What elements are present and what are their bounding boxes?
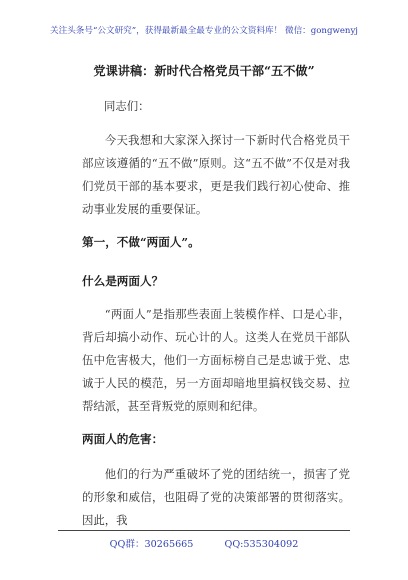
- salutation: 同志们：: [104, 99, 150, 113]
- subsection2-heading: 两面人的危害：: [82, 432, 164, 446]
- subsection2-body: 他们的行为严重破坏了党的团结统一，损害了党的形象和威信，也阻碍了党的决策部署的贯彻落实。因此，我: [82, 467, 350, 527]
- footer-qq: QQ:535304092: [224, 539, 299, 550]
- footer-divider: [58, 530, 350, 531]
- header-promo-note: 关注头条号“公文研究”，获得最新最全最专业的公文资料库！ 微信：gongwenyj: [50, 26, 358, 36]
- section1-heading: 第一，不做“两面人”。: [82, 235, 200, 249]
- subsection1-body: “两面人”是指那些表面上装模作样、口是心非，背后却搞小动作、玩心计的人。这类人在党员干部队伍中危害极大，他们一方面标榜自己是忠诚于党、忠诚于人民的模范，另一方面却暗地里搞权钱交易、拉帮结派，甚至背叛党的原则和纪律。: [82, 307, 350, 413]
- footer-qq-group: QQ群：30265665: [109, 539, 194, 550]
- subsection1-heading: 什么是两面人？: [82, 274, 164, 288]
- footer-contact: [0, 536, 408, 550]
- intro-paragraph: 今天我想和大家深入探讨一下新时代合格党员干部应该遵循的“五不做”原则。这“五不做”不仅是对我们党员干部的基本要求，更是我们践行初心使命、推动事业发展的重要保证。: [82, 133, 350, 216]
- document-title: 党课讲稿：新时代合格党员干部“五不做”: [93, 64, 315, 78]
